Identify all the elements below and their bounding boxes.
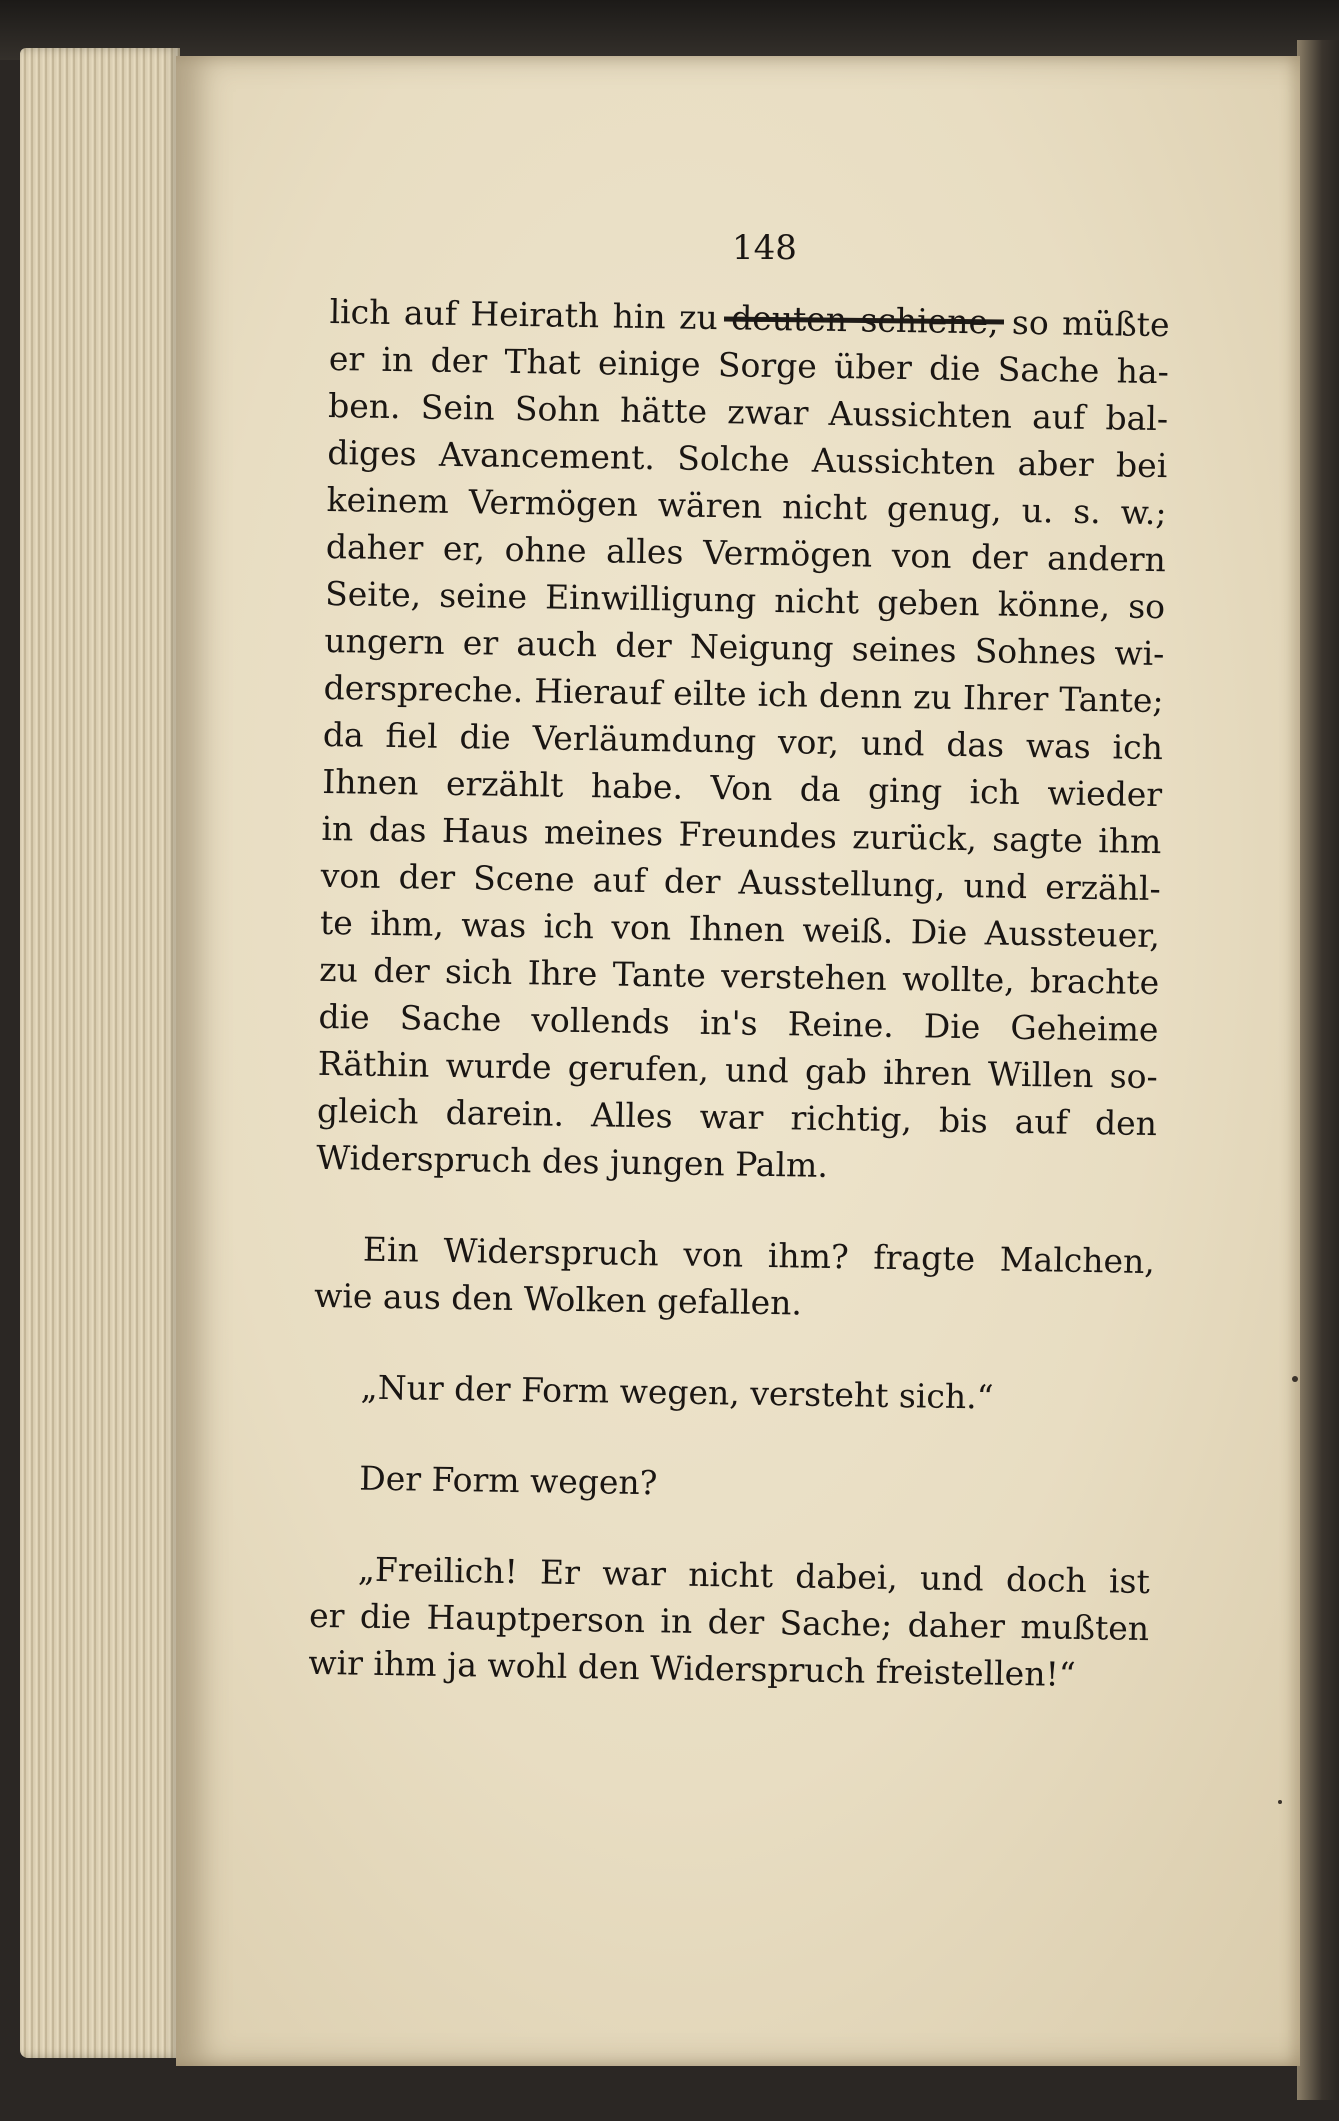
text-line: te ihm, was ich von Ihnen weiß. Die Aussteuer,: [319, 902, 1161, 956]
paragraph: [316, 288, 1170, 1194]
text-line: ben. Sein Sohn hätte zwar Aussichten auf bal-: [327, 385, 1169, 439]
paragraph: [308, 1545, 1150, 1699]
book-cover-right: [1297, 40, 1339, 2100]
text-line: von der Scene auf der Ausstellung, und erzähl-: [320, 855, 1161, 909]
text-line: in das Haus meines Freundes zurück, sagte ihm: [321, 808, 1162, 862]
text-line: Ein Widerspruch von ihm? fragte Malchen,: [362, 1229, 1156, 1282]
ink-speck: [1292, 1376, 1298, 1382]
text-line: gleich darein. Alles war richtig, bis auf den: [316, 1090, 1158, 1144]
text-line: keinem Vermögen wären nicht genug, u. s. w.;: [326, 479, 1167, 533]
page-stack-edge: [20, 48, 180, 2058]
text-line: zu der sich Ihre Tante verstehen wollte, brachte: [318, 949, 1160, 1003]
text-line: derspreche. Hierauf eilte ich denn zu Ihrer Tante;: [323, 667, 1164, 721]
text-line: Ihnen erzählt habe. Von da ging ich wieder: [321, 761, 1163, 815]
text-line: Seite, seine Einwilligung nicht geben könne, so: [324, 573, 1166, 627]
ink-speck: [1278, 1800, 1282, 1804]
text-line: da fiel die Verläumdung vor, und das was ich: [322, 714, 1164, 768]
text-line: „Freilich! Er war nicht dabei, und doch ist: [357, 1549, 1151, 1602]
text-line: lich auf Heirath hin zu deuten schiene, so müßte: [329, 291, 1170, 345]
text-line: wir ihm ja wohl den Widerspruch freistellen!“: [308, 1642, 1076, 1694]
text-line: ungern er auch der Neigung seines Sohnes wi-: [324, 620, 1165, 674]
text-line: er die Hauptperson in der Sache; daher mußten: [308, 1595, 1150, 1649]
text-line: er in der That einige Sorge über die Sache ha-: [328, 338, 1170, 392]
book-cover-top: [0, 0, 1339, 60]
text-line: diges Avancement. Solche Aussichten aber bei: [327, 432, 1168, 486]
text-line: „Nur der Form wegen, versteht sich.“: [360, 1367, 994, 1417]
text-line: Widerspruch des jungen Palm.: [316, 1137, 829, 1185]
text-line: wie aus den Wolken gefallen.: [313, 1275, 803, 1323]
body-text: [308, 288, 1170, 1699]
paragraph: [314, 1225, 1155, 1332]
text-line: Der Form wegen?: [359, 1458, 658, 1503]
text-line: Räthin wurde gerufen, und gab ihren Willen so-: [317, 1043, 1159, 1097]
text-line: daher er, ohne alles Vermögen von der andern: [325, 526, 1167, 580]
page-number: 148: [732, 228, 797, 268]
text-line: die Sache vollends in's Reine. Die Geheime: [318, 996, 1159, 1050]
